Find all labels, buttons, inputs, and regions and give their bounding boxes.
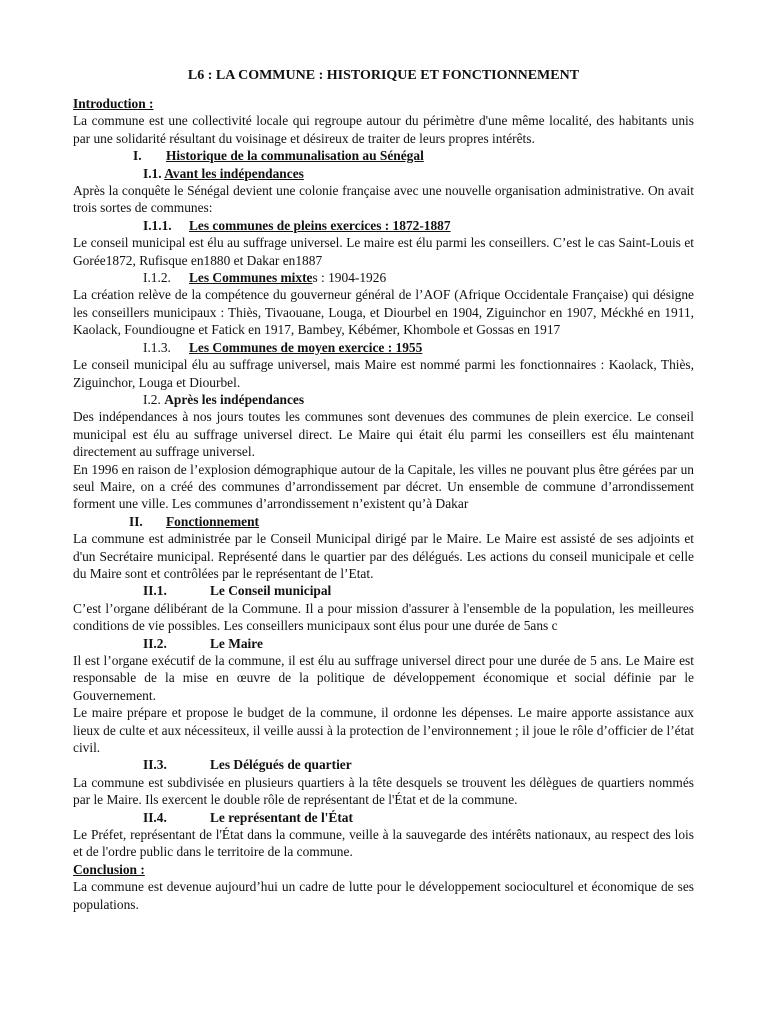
section-1-2-title: Après les indépendances: [164, 391, 305, 407]
section-2-4-heading: [73, 809, 694, 826]
section-2-2-heading: [73, 635, 694, 652]
section-1-1-1-title: Les communes de pleins exercices : 1872-1887: [189, 217, 451, 233]
section-2-1-text: C’est l’organe délibérant de la Commune. Il a pour mission d'assurer à l'ensemble de la population, les meilleures conditions de vie possibles. Les conseillers municipaux sont élus pour une durée de 5ans c: [73, 600, 694, 634]
conclusion-text: La commune est devenue aujourd’hui un cadre de lutte pour le développement socioculturel et économique de ses populations.: [73, 879, 694, 912]
section-1-number: I.: [133, 148, 142, 164]
section-2-1-heading: [73, 582, 694, 599]
intro-text: La commune est une collectivité locale qui regroupe autour du périmètre d'une même localité, des habitants unis par une solidarité résultant du voisinage et désireux de traiter de leurs propres intérêts.: [73, 113, 694, 146]
section-1-title: Historique de la communalisation au Sénégal: [166, 148, 424, 164]
section-1-2-number: I.2.: [143, 391, 161, 407]
section-1-2-heading: [73, 391, 694, 408]
section-1-1-heading: [73, 165, 694, 182]
section-2-3-number: II.3.: [143, 757, 167, 773]
section-1-1-3-title: Les Communes de moyen exercice : 1955: [189, 339, 423, 355]
section-1-1-2-heading: [73, 269, 694, 286]
intro-label: Introduction :: [73, 96, 154, 111]
conclusion-label: Conclusion :: [73, 861, 145, 877]
document-page: [73, 67, 694, 913]
section-2-2-title: Le Maire: [210, 635, 263, 651]
section-2-3-title: Les Délégués de quartier: [210, 757, 352, 773]
section-2-2-number: II.2.: [143, 635, 167, 651]
section-2-3-text: La commune est subdivisée en plusieurs quartiers à la tête desquels se trouvent les délègues de quartiers nommés par le Maire. Ils exercent le double rôle de représentant de l'État et de la commune.: [73, 774, 694, 808]
section-1-1-title: Avant les indépendances: [164, 165, 304, 181]
section-2-2-text-1: Il est l’organe exécutif de la commune, il est élu au suffrage universel direct pour une durée de 5 ans. Le Maire est responsable de la mise en œuvre de la politique de développement économique et social définie par le Gouvernement.: [73, 653, 694, 703]
section-2-3-heading: [73, 756, 694, 773]
section-1-2-text-2: En 1996 en raison de l’explosion démographique autour de la Capitale, les villes ne pouvant plus être gérées par un seul Maire, on a créé des communes d’arrondissement par décret. Un ensemble de commune d’arrondissement forment une ville. Les communes d’arrondissement n’existent qu’à Dakar: [73, 461, 694, 512]
section-1-1-3-heading: [73, 339, 694, 356]
section-1-1-text: Après la conquête le Sénégal devient une colonie française avec une nouvelle organisation administrative. On avait trois sortes de communes:: [73, 183, 694, 216]
section-2-4-number: II.4.: [143, 809, 167, 825]
section-2-2-text-2: Le maire prépare et propose le budget de la commune, il ordonne les dépenses. Le maire apporte assistance aux lieux de culte et aux nécessiteux, il veille aussi à la protection de l’environnement ; il joue le rôle d’officier de l’état civil.: [73, 705, 694, 756]
section-2-text: La commune est administrée par le Conseil Municipal dirigé par le Maire. Le Maire est assisté de ses adjoints et d'un Secrétaire municipal. Représenté dans le quartier par des délégués. Les actions du conseil municipale et celle du Maire sont et contrôlées par le représentant de l’Etat.: [73, 531, 694, 581]
section-2-title: Fonctionnement: [166, 513, 259, 529]
section-1-1-1-heading: [73, 217, 694, 234]
section-1-1-3-number: I.1.3.: [143, 339, 171, 355]
section-2-number: II.: [129, 513, 143, 529]
section-2-1-title: Le Conseil municipal: [210, 583, 332, 599]
section-1-1-1-number: I.1.1.: [143, 217, 172, 233]
section-1-heading: [73, 147, 694, 164]
section-2-4-title: Le représentant de l'État: [210, 809, 353, 825]
section-1-1-2-number: I.1.2.: [143, 270, 171, 286]
section-1-1-1-text: Le conseil municipal est élu au suffrage universel. Le maire est élu parmi les conseillers. C’est le cas Saint-Louis et Gorée1872, Rufisque en1880 et Dakar en1887: [73, 235, 694, 268]
section-2-4-text: Le Préfet, représentant de l'État dans la commune, veille à la sauvegarde des intérêts nationaux, au respect des lois et de l'ordre public dans le territoire de la commune.: [73, 827, 694, 860]
section-1-1-number: I.1.: [143, 165, 162, 181]
page-title: L6 : LA COMMUNE : HISTORIQUE ET FONCTIONNEMENT: [187, 68, 580, 83]
section-1-2-text-1: Des indépendances à nos jours toutes les communes sont devenues des communes de plein exercice. Le conseil municipal est élu au suffrage universel direct. Le Maire qui était élu parmi les conseillers est élu maintenant directement au suffrage universel.: [73, 409, 694, 460]
section-1-1-2-text: La création relève de la compétence du gouverneur général de l’AOF (Afrique Occidentale Française) qui désigne les conseillers municipaux : Thiès, Tivaouane, Louga, et Diourbel en 1904, Ziguinchor en 1907, Méckhé en 1911, Kaolack, Foundiougne et Fatick en 1917, Bambey, Kébémer, Khombole et Gossas en 1917: [73, 287, 694, 338]
section-1-1-3-text: Le conseil municipal élu au suffrage universel, mais Maire est nommé parmi les fonctionnaires : Kaolack, Thiès, Ziguinchor, Louga et Diourbel.: [73, 357, 694, 390]
section-1-1-2-title-tail: s : 1904-1926: [312, 270, 387, 286]
section-2-heading: [73, 513, 694, 530]
section-1-1-2-title: Les Communes mixte: [189, 270, 313, 286]
section-2-1-number: II.1.: [143, 583, 167, 599]
